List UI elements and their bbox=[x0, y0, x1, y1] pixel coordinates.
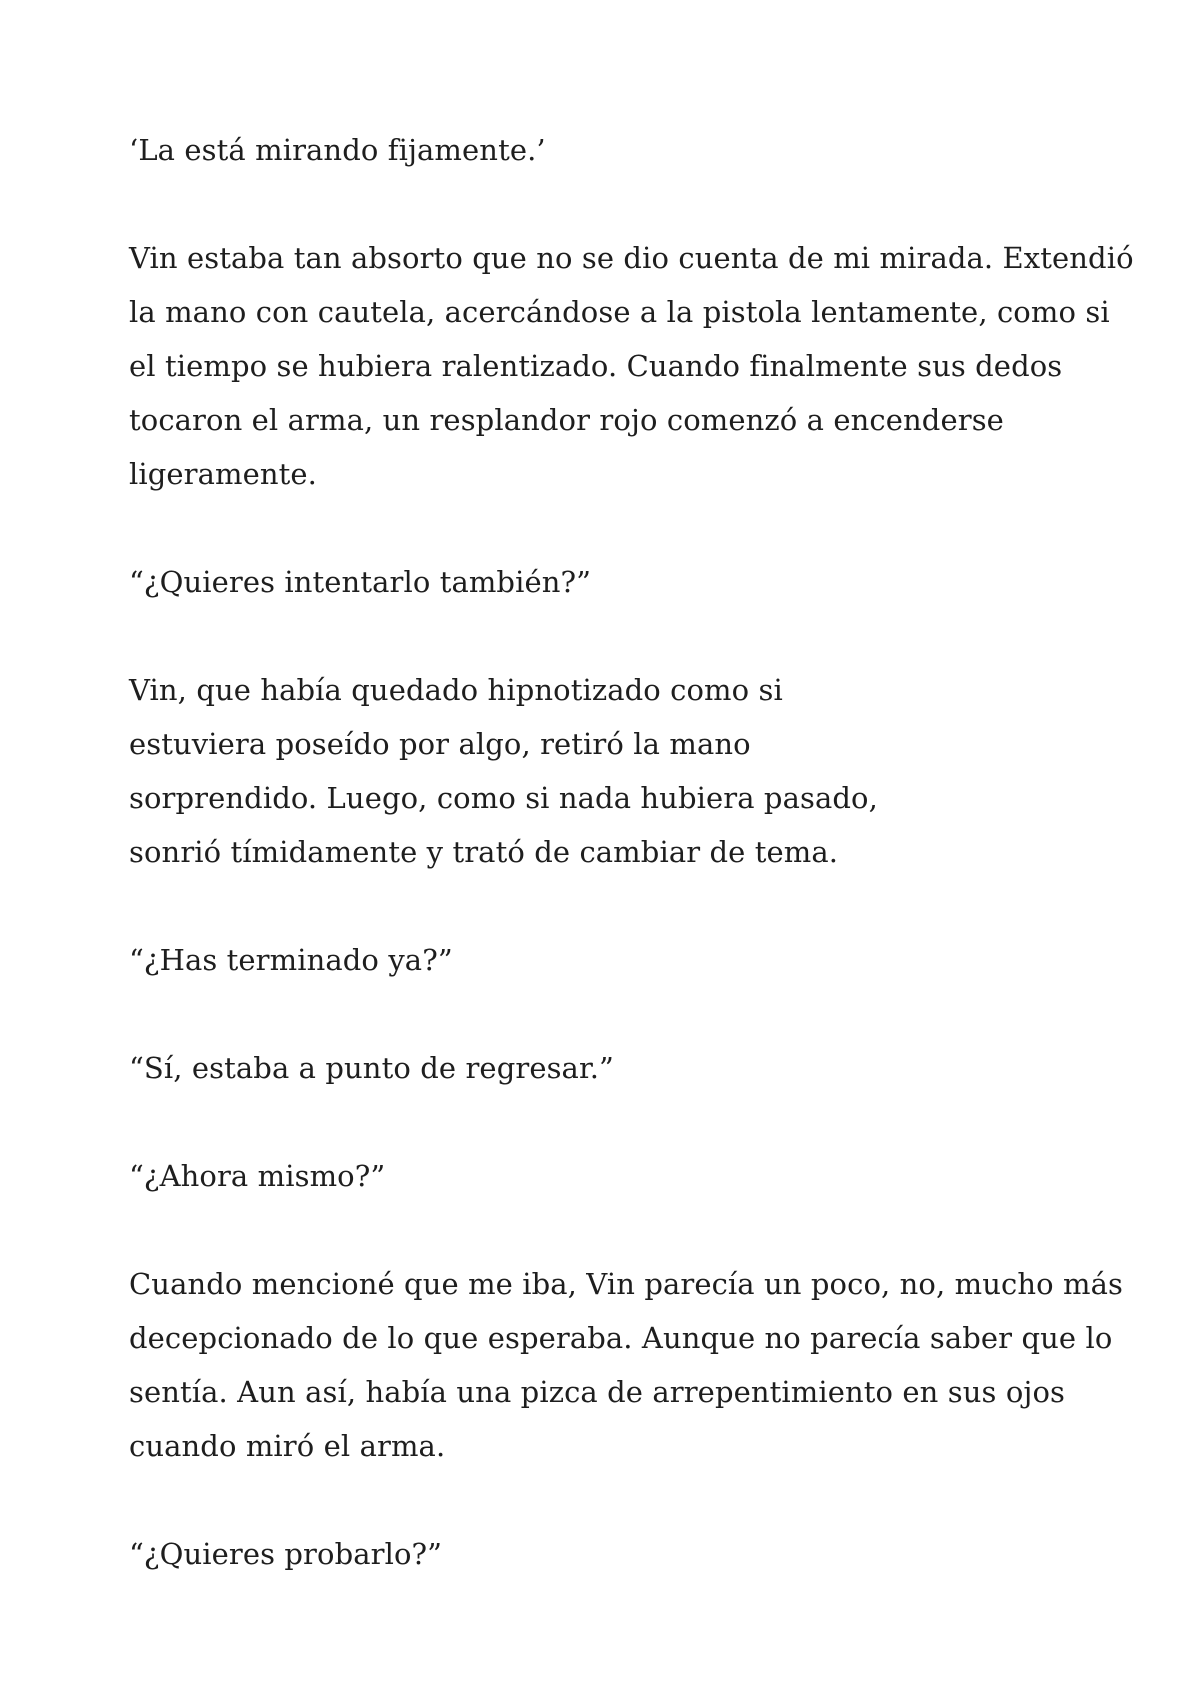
text-line: estuviera poseído por algo, retiró la mano bbox=[129, 727, 751, 761]
text-line: el tiempo se hubiera ralentizado. Cuando finalmente sus dedos bbox=[129, 349, 1063, 383]
text-line: cuando miró el arma. bbox=[129, 1429, 446, 1463]
text-line: sonrió tímidamente y trató de cambiar de tema. bbox=[129, 835, 839, 869]
paragraph bbox=[129, 663, 1089, 879]
paragraph bbox=[129, 123, 1089, 177]
paragraph bbox=[129, 1257, 1123, 1473]
text-line: la mano con cautela, acercándose a la pistola lentamente, como si bbox=[129, 295, 1110, 329]
body-text bbox=[129, 123, 1134, 1635]
text-line: ligeramente. bbox=[129, 457, 318, 491]
text-line: tocaron el arma, un resplandor rojo comenzó a encenderse bbox=[129, 403, 1004, 437]
text-line: “¿Ahora mismo?” bbox=[129, 1159, 386, 1193]
text-line: “¿Has terminado ya?” bbox=[129, 943, 453, 977]
text-line: Cuando mencioné que me iba, Vin parecía un poco, no, mucho más bbox=[129, 1267, 1123, 1301]
text-line: “¿Quieres probarlo?” bbox=[129, 1537, 443, 1571]
text-line: decepcionado de lo que esperaba. Aunque no parecía saber que lo bbox=[129, 1321, 1113, 1355]
text-line: “Sí, estaba a punto de regresar.” bbox=[129, 1051, 614, 1085]
paragraph bbox=[129, 555, 1089, 609]
paragraph bbox=[129, 1149, 1089, 1203]
text-line: Vin estaba tan absorto que no se dio cuenta de mi mirada. Extendió bbox=[129, 241, 1134, 275]
paragraph bbox=[129, 1041, 1089, 1095]
paragraph bbox=[129, 1527, 1089, 1581]
paragraph bbox=[129, 933, 1089, 987]
text-line: Vin, que había quedado hipnotizado como si bbox=[129, 673, 783, 707]
text-line: sentía. Aun así, había una pizca de arrepentimiento en sus ojos bbox=[129, 1375, 1066, 1409]
text-line: ‘La está mirando fijamente.’ bbox=[129, 133, 546, 167]
text-line: sorprendido. Luego, como si nada hubiera pasado, bbox=[129, 781, 878, 815]
text-line: “¿Quieres intentarlo también?” bbox=[129, 565, 592, 599]
paragraph bbox=[129, 231, 1134, 501]
